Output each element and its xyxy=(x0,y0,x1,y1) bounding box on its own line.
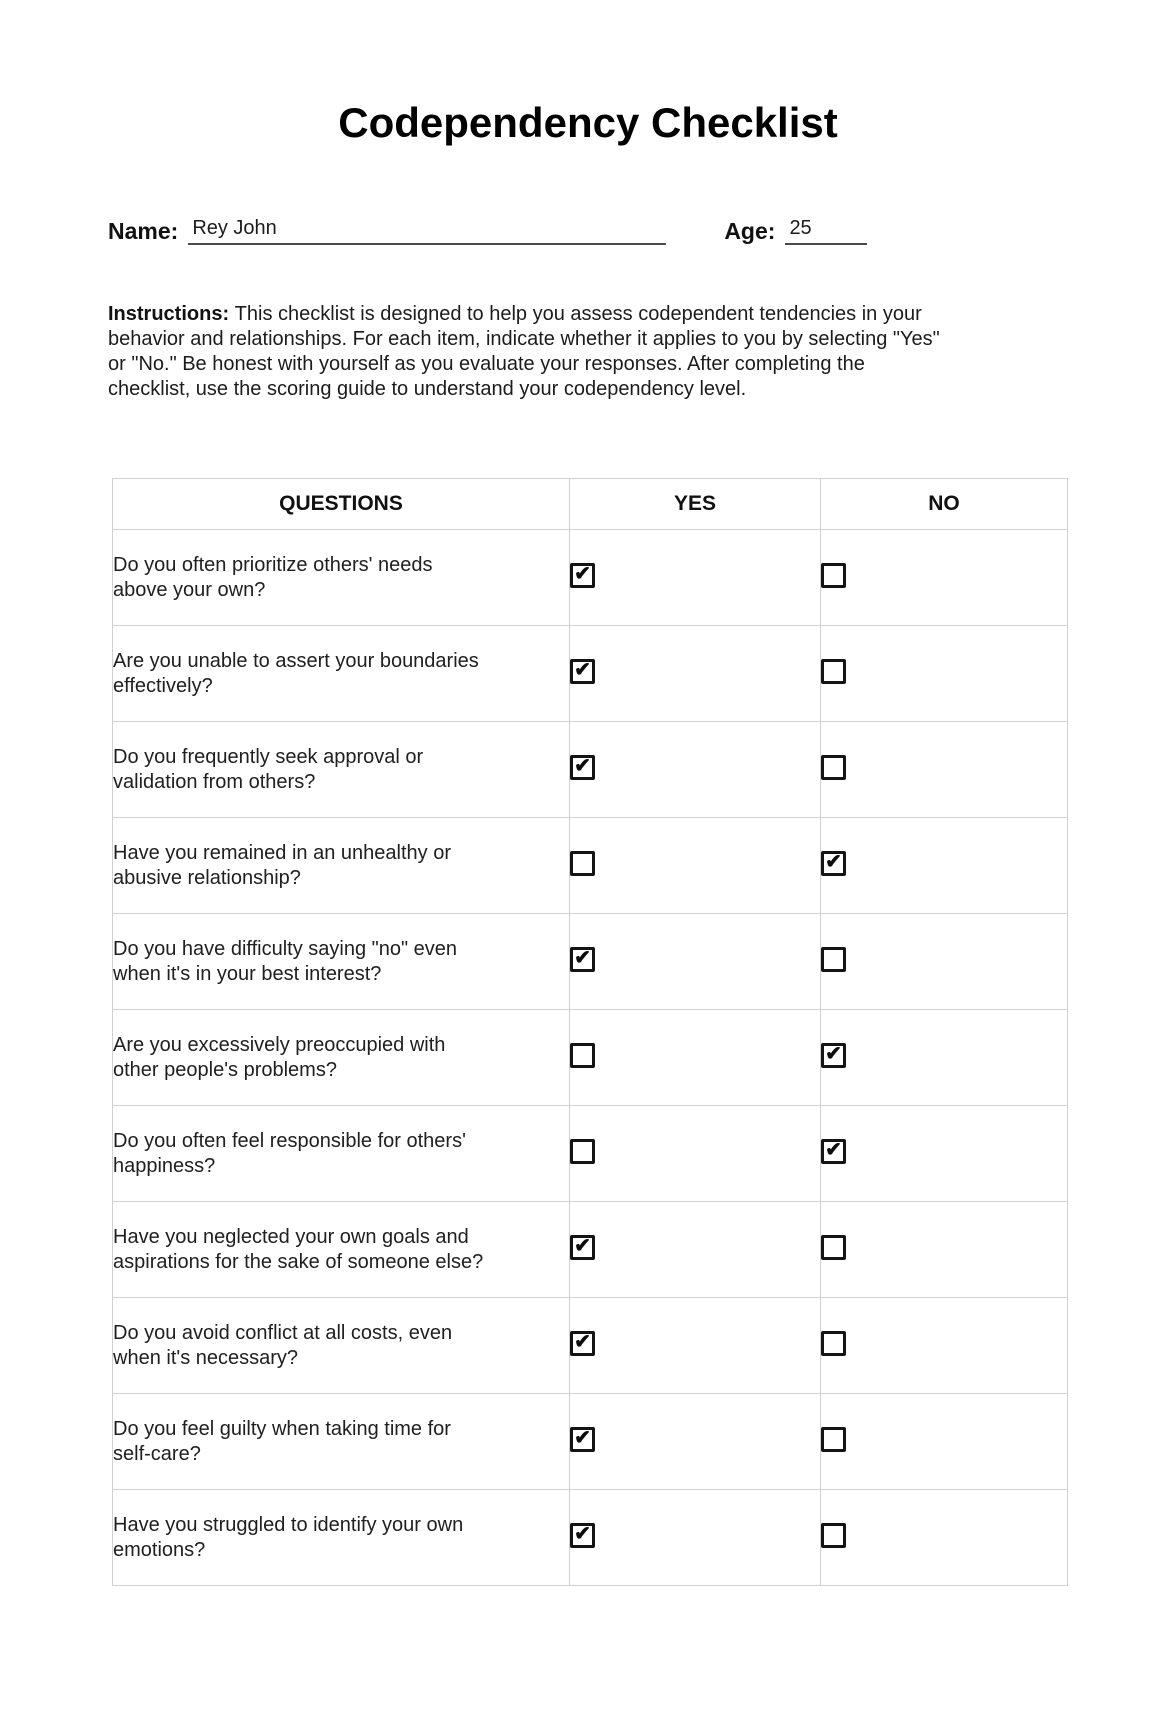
no-cell xyxy=(821,818,1068,914)
checkmark-icon: ✔ xyxy=(574,1427,591,1450)
no-checkbox[interactable] xyxy=(821,1043,846,1068)
table-row xyxy=(113,1298,1068,1394)
yes-cell xyxy=(570,1010,821,1106)
question-text: when it's necessary? xyxy=(113,1346,299,1369)
table-row xyxy=(113,1106,1068,1202)
document-page xyxy=(0,98,1176,1728)
instructions-line: Instructions: This checklist is designed to help you assess codependent tendencies in your xyxy=(108,303,922,325)
question-cell xyxy=(113,914,570,1010)
checkmark-icon: ✔ xyxy=(574,563,591,586)
yes-cell xyxy=(570,1202,821,1298)
no-cell xyxy=(821,722,1068,818)
question-cell xyxy=(113,1106,570,1202)
instructions-line: or "No." Be honest with yourself as you evaluate your responses. After completing the xyxy=(108,353,865,375)
no-cell xyxy=(821,1298,1068,1394)
instructions-line: behavior and relationships. For each item, indicate whether it applies to you by selecting "Yes" xyxy=(108,328,940,350)
question-cell xyxy=(113,722,570,818)
name-value: Rey John xyxy=(192,217,277,239)
question-text: Do you feel guilty when taking time for xyxy=(113,1417,451,1440)
table-row xyxy=(113,818,1068,914)
question-text: Are you unable to assert your boundaries xyxy=(113,649,479,672)
checklist-table xyxy=(112,478,1068,1586)
no-checkbox[interactable] xyxy=(821,659,846,684)
checkmark-icon: ✔ xyxy=(574,1331,591,1354)
question-text: Do you often prioritize others' needs xyxy=(113,553,433,576)
instructions-paragraph xyxy=(108,302,1176,402)
checkmark-icon: ✔ xyxy=(574,1235,591,1258)
yes-cell xyxy=(570,626,821,722)
yes-checkbox[interactable] xyxy=(570,1235,595,1260)
yes-cell xyxy=(570,530,821,626)
questions-column-header: QUESTIONS xyxy=(113,479,570,530)
table-row xyxy=(113,914,1068,1010)
question-text: emotions? xyxy=(113,1538,206,1561)
checkmark-icon: ✔ xyxy=(574,1523,591,1546)
no-column-header: NO xyxy=(821,479,1068,530)
yes-checkbox[interactable] xyxy=(570,563,595,588)
table-row xyxy=(113,626,1068,722)
question-text: above your own? xyxy=(113,578,266,601)
question-text: when it's in your best interest? xyxy=(113,962,382,985)
no-checkbox[interactable] xyxy=(821,947,846,972)
checkmark-icon: ✔ xyxy=(825,851,842,874)
question-text: other people's problems? xyxy=(113,1058,337,1081)
yes-checkbox[interactable] xyxy=(570,659,595,684)
question-text: Have you remained in an unhealthy or xyxy=(113,841,451,864)
age-label: Age: xyxy=(724,218,776,244)
question-text: Do you frequently seek approval or xyxy=(113,745,424,768)
table-row xyxy=(113,1202,1068,1298)
no-checkbox[interactable] xyxy=(821,563,846,588)
no-checkbox[interactable] xyxy=(821,1235,846,1260)
yes-checkbox[interactable] xyxy=(570,1523,595,1548)
table-row xyxy=(113,1490,1068,1586)
yes-checkbox[interactable] xyxy=(570,755,595,780)
name-field xyxy=(108,216,666,245)
table-header-row xyxy=(113,479,1068,530)
no-checkbox[interactable] xyxy=(821,1427,846,1452)
no-checkbox[interactable] xyxy=(821,1139,846,1164)
question-text: effectively? xyxy=(113,674,213,697)
yes-cell xyxy=(570,1394,821,1490)
yes-cell xyxy=(570,1490,821,1586)
no-checkbox[interactable] xyxy=(821,851,846,876)
age-value: 25 xyxy=(789,217,812,239)
no-cell xyxy=(821,1106,1068,1202)
question-cell xyxy=(113,530,570,626)
age-input[interactable] xyxy=(785,216,867,245)
age-field xyxy=(724,216,867,245)
checkmark-icon: ✔ xyxy=(825,1139,842,1162)
checkmark-icon: ✔ xyxy=(574,755,591,778)
yes-column-header: YES xyxy=(570,479,821,530)
yes-checkbox[interactable] xyxy=(570,1139,595,1164)
yes-checkbox[interactable] xyxy=(570,1043,595,1068)
yes-cell xyxy=(570,818,821,914)
yes-cell xyxy=(570,914,821,1010)
no-cell xyxy=(821,1202,1068,1298)
question-text: Have you neglected your own goals and xyxy=(113,1225,469,1248)
no-cell xyxy=(821,1394,1068,1490)
no-cell xyxy=(821,914,1068,1010)
question-text: Do you often feel responsible for others' xyxy=(113,1129,466,1152)
question-text: Have you struggled to identify your own xyxy=(113,1513,464,1536)
yes-cell xyxy=(570,1298,821,1394)
no-checkbox[interactable] xyxy=(821,1523,846,1548)
name-input[interactable] xyxy=(188,216,666,245)
table-row xyxy=(113,722,1068,818)
question-cell xyxy=(113,1202,570,1298)
yes-checkbox[interactable] xyxy=(570,1427,595,1452)
question-text: happiness? xyxy=(113,1154,216,1177)
question-text: Are you excessively preoccupied with xyxy=(113,1033,446,1056)
yes-checkbox[interactable] xyxy=(570,851,595,876)
yes-checkbox[interactable] xyxy=(570,1331,595,1356)
question-cell xyxy=(113,818,570,914)
question-cell xyxy=(113,1394,570,1490)
question-cell xyxy=(113,1490,570,1586)
question-text: Do you have difficulty saying "no" even xyxy=(113,937,458,960)
no-checkbox[interactable] xyxy=(821,755,846,780)
question-text: aspirations for the sake of someone else? xyxy=(113,1250,484,1273)
table-row xyxy=(113,1394,1068,1490)
question-text: validation from others? xyxy=(113,770,316,793)
no-checkbox[interactable] xyxy=(821,1331,846,1356)
question-text: Do you avoid conflict at all costs, even xyxy=(113,1321,453,1344)
name-label: Name: xyxy=(108,218,179,244)
instructions-line: checklist, use the scoring guide to understand your codependency level. xyxy=(108,378,747,400)
question-cell xyxy=(113,1010,570,1106)
name-age-row xyxy=(108,216,1176,245)
question-cell xyxy=(113,1298,570,1394)
table-row xyxy=(113,530,1068,626)
question-text: abusive relationship? xyxy=(113,866,301,889)
checkmark-icon: ✔ xyxy=(574,659,591,682)
no-cell xyxy=(821,530,1068,626)
table-row xyxy=(113,1010,1068,1106)
yes-checkbox[interactable] xyxy=(570,947,595,972)
yes-cell xyxy=(570,1106,821,1202)
instructions-label: Instructions: xyxy=(108,303,235,325)
question-text: self-care? xyxy=(113,1442,201,1465)
page-title: Codependency Checklist xyxy=(338,99,838,146)
no-cell xyxy=(821,1010,1068,1106)
question-cell xyxy=(113,626,570,722)
checkmark-icon: ✔ xyxy=(825,1043,842,1066)
no-cell xyxy=(821,626,1068,722)
no-cell xyxy=(821,1490,1068,1586)
checkmark-icon: ✔ xyxy=(574,947,591,970)
yes-cell xyxy=(570,722,821,818)
